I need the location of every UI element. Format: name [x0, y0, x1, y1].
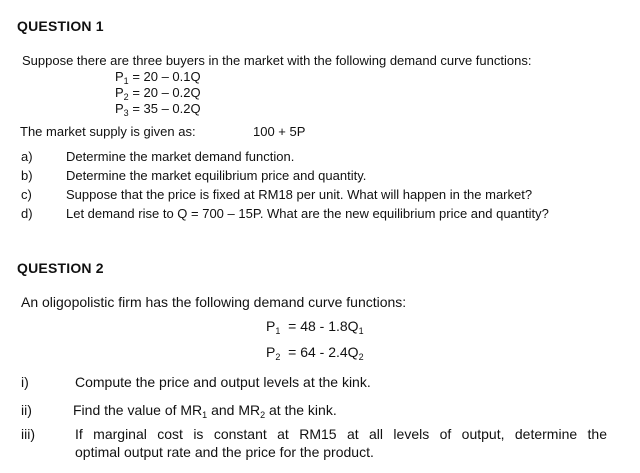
q2-item-label-i: i) — [21, 374, 29, 390]
q1-demand-1: $P_1 = 20 - 0.1Q$ — [115, 69, 201, 86]
q1-item-label-d: d) — [21, 206, 33, 221]
q2-item-text-i: Compute the price and output levels at the kink. — [75, 374, 371, 390]
q2-heading: QUESTION 2 — [17, 260, 104, 276]
q1-supply-value: 100 + 5P — [253, 124, 306, 139]
q1-demand-3: $P_3 = 35 - 0.2Q$ — [115, 101, 201, 118]
q1-heading: QUESTION 1 — [17, 18, 104, 34]
q1-demand-2: $P_2 = 20 - 0.2Q$ — [115, 85, 201, 102]
q1-item-label-a: a) — [21, 149, 33, 164]
q2-item-text-ii: Find the value of $MR_1$ and $MR_2$ at the kink. — [73, 402, 337, 420]
q1-intro: Suppose there are three buyers in the market with the following demand curve functions: — [22, 53, 532, 68]
q1-item-text-d: Let demand rise to Q = 700 – 15P. What are the new equilibrium price and quantity? — [66, 206, 549, 221]
q2-item-text-iii-line1: If marginal cost is constant at RM15 at all levels of output, determine the — [75, 426, 607, 442]
q1-item-label-c: c) — [21, 187, 32, 202]
q2-intro: An oligopolistic firm has the following demand curve functions: — [21, 294, 407, 310]
q2-item-label-ii: ii) — [21, 402, 32, 418]
q2-item-text-iii-line2: optimal output rate and the price for the product. — [75, 444, 374, 460]
q2-item-label-iii: iii) — [21, 426, 35, 442]
q1-item-text-b: Determine the market equilibrium price and quantity. — [66, 168, 367, 183]
q1-supply-label: The market supply is given as: — [20, 124, 196, 139]
q1-item-text-a: Determine the market demand function. — [66, 149, 295, 164]
q2-demand-2: $P_2 = 64 - 2.4Q_2$ — [266, 344, 364, 362]
q2-demand-1: $P_1 = 48 - 1.8Q_1$ — [266, 318, 364, 336]
q1-item-label-b: b) — [21, 168, 33, 183]
q1-item-text-c: Suppose that the price is fixed at RM18 per unit. What will happen in the market? — [66, 187, 533, 202]
